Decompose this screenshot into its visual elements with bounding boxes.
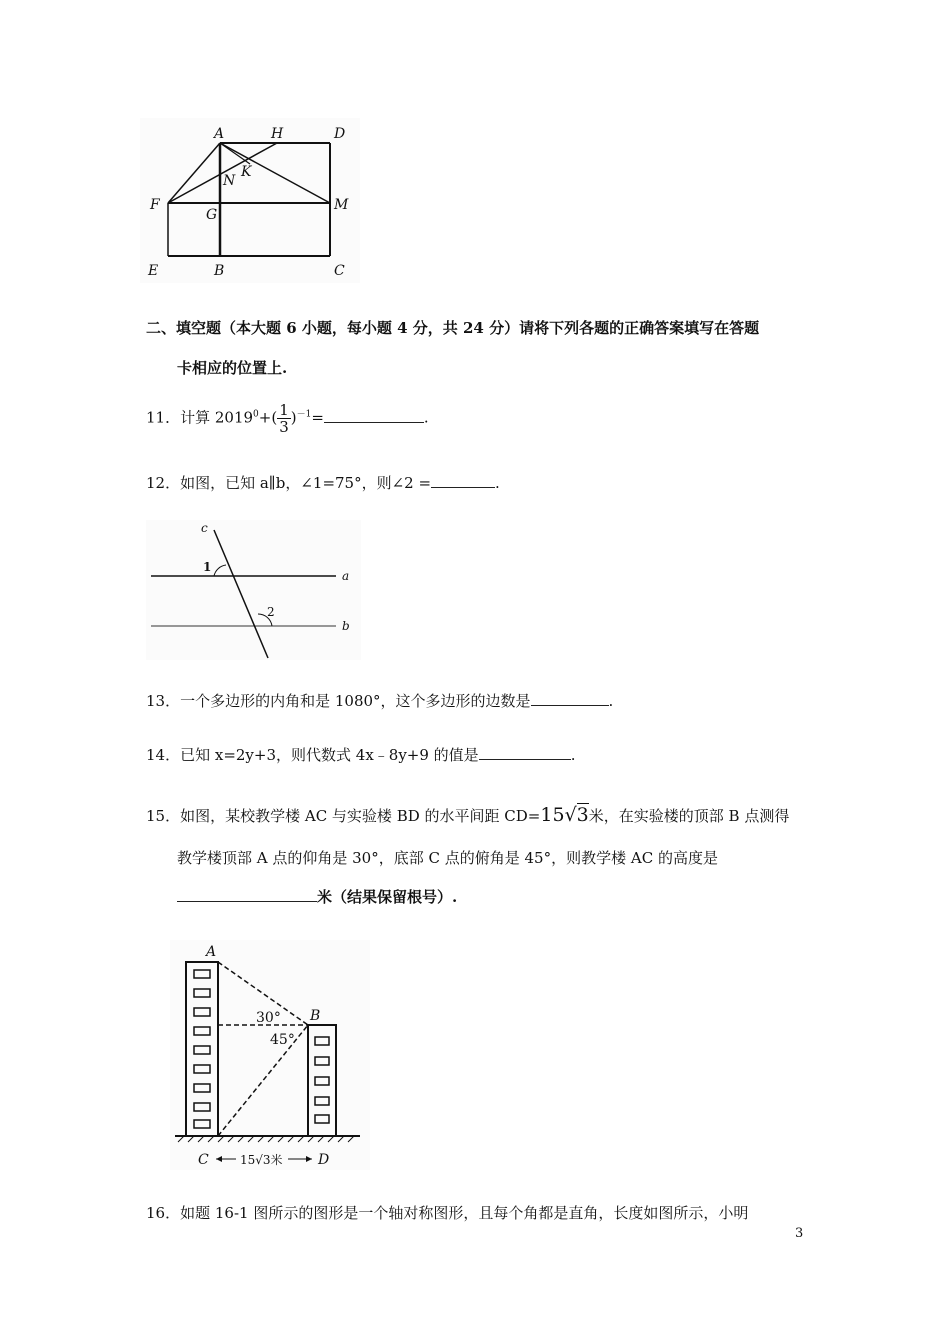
label-G: G: [206, 207, 218, 223]
distance-label: 15√3米: [240, 1153, 283, 1167]
answer-blank[interactable]: [177, 887, 317, 902]
label-M: M: [334, 197, 349, 213]
line-label-c: c: [201, 521, 208, 535]
section-heading-cont: 卡相应的位置上.: [177, 359, 288, 377]
question-15-line2: 教学楼顶部 A 点的仰角是 30°，底部 C 点的俯角是 45°，则教学楼 AC 的高度是: [177, 849, 718, 867]
label-B: B: [214, 263, 225, 279]
answer-blank[interactable]: [324, 408, 424, 423]
question-15-line1: 15．如图，某校教学楼 AC 与实验楼 BD 的水平间距 CD=15√3米，在实验楼的顶部 B 点测得: [146, 804, 790, 826]
label-A: A: [214, 126, 225, 142]
angle-label-2: 2: [267, 605, 275, 619]
answer-blank[interactable]: [431, 473, 495, 488]
fig15-label-D: D: [318, 1152, 330, 1168]
answer-blank[interactable]: [479, 745, 571, 760]
angle-45: 45°: [270, 1032, 295, 1048]
label-K: K: [241, 164, 252, 180]
label-F: F: [150, 197, 160, 213]
line-label-b: b: [342, 619, 350, 633]
question-16: 16．如题 16-1 图所示的图形是一个轴对称图形，且每个角都是直角，长度如图所示，小明: [146, 1204, 749, 1222]
figure-buildings: [170, 940, 370, 1170]
fig15-label-B: B: [310, 1008, 321, 1024]
angle-label-1: 1: [203, 560, 212, 574]
question-11: 11．计算 $2019^0+$( $\frac{1}{3}$ )$^{-1}$= .: [146, 401, 429, 436]
figure-rectangle-geometry: [140, 118, 360, 283]
question-14: 14．已知 x=2y+3，则代数式 4x﹣8y+9 的值是 .: [146, 746, 576, 764]
label-N: N: [223, 173, 236, 189]
label-E: E: [148, 263, 159, 279]
label-H: H: [271, 126, 284, 142]
fig15-label-C: C: [198, 1152, 209, 1168]
figure-parallel-lines: [146, 520, 361, 660]
answer-blank[interactable]: [531, 691, 609, 706]
line-label-a: a: [342, 569, 350, 583]
section-heading: 二、填空题（本大题 6 小题，每小题 4 分，共 24 分）请将下列各题的正确答案填写在答题: [146, 319, 760, 337]
question-15-line3: 米（结果保留根号）.: [177, 886, 457, 907]
label-C: C: [334, 263, 345, 279]
label-D: D: [334, 126, 346, 142]
angle-30: 30°: [256, 1010, 281, 1026]
question-12: 12．如图，已知 a∥b，∠1=75°，则∠2 = .: [146, 474, 500, 492]
page-number: 3: [795, 1226, 804, 1241]
question-13: 13．一个多边形的内角和是 1080°，这个多边形的边数是 .: [146, 692, 614, 710]
fig15-label-A: A: [206, 944, 217, 960]
